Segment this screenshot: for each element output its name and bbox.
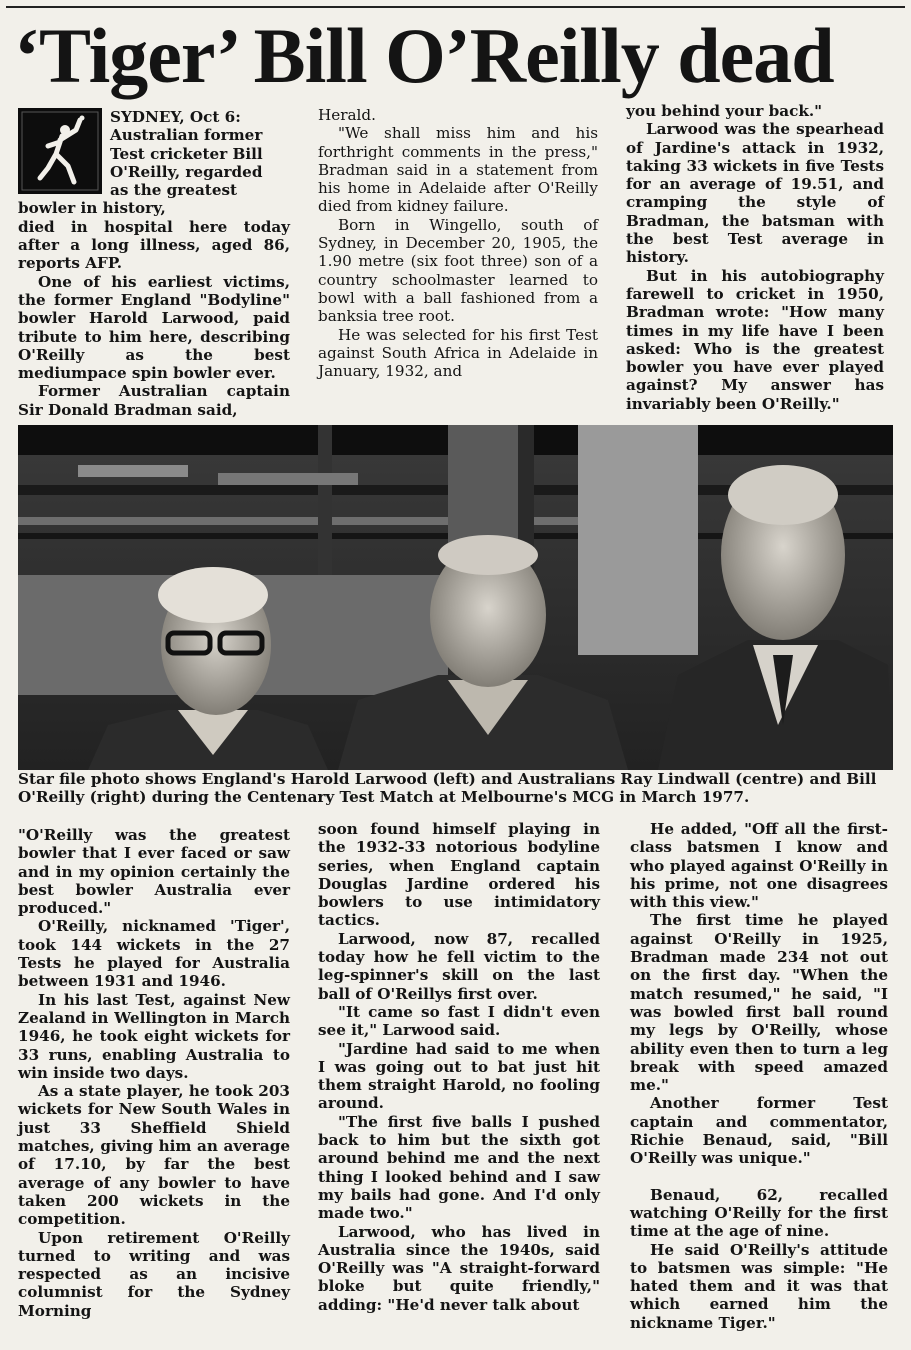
paragraph: Larwood, who has lived in Australia since the 1940s, said O'Reilly was "A straight-forward bloke but quite friendly," adding: "He'd never talk about (318, 1222, 600, 1314)
paragraph: soon found himself playing in the 1932-33 notorious bodyline series, when England captain Douglas Jardine ordered his bowlers to use intimidatory tactics. (318, 820, 600, 930)
intro-line: bowler in history, (18, 199, 166, 218)
paragraph: Another former Test captain and commentator, Richie Benaud, said, "Bill O'Reilly was unique." (630, 1094, 888, 1168)
paragraph: Born in Wingello, south of Sydney, in December 20, 1905, the 1.90 metre (six foot three) son of a country schoolmaster learned to bowl with a ball fashioned from a banksia tree root. (318, 215, 598, 326)
bowler-silhouette-icon (18, 108, 102, 194)
column-3-top (626, 102, 884, 413)
paragraph: "We shall miss him and his forthright comments in the press," Bradman said in a statement from his home in Adelaide after O'Reilly died from kidney failure. (318, 124, 598, 216)
intro-line: O'Reilly, regarded (110, 162, 263, 181)
headline: ‘Tiger’ Bill O’Reilly dead (14, 12, 834, 99)
paragraph: But in his autobiography farewell to cricket in 1950, Bradman wrote: "How many times in my life have I been asked: Who is the greatest bowler you have ever played against? My answer has invariably been O'Reilly." (626, 266, 884, 413)
paragraph: Former Australian captain Sir Donald Bradman said, (18, 382, 290, 419)
paragraph: "It came so fast I didn't even see it," Larwood said. (318, 1002, 600, 1040)
paragraph: "The first five balls I pushed back to him but the sixth got around behind me and the next thing I looked behind and I saw my bails had gone. And I'd only made two." (318, 1112, 600, 1223)
paragraph: Larwood, now 87, recalled today how he fell victim to the leg-spinner's skill on the last ball of O'Reillys first over. (318, 929, 600, 1003)
paragraph: One of his earliest victims, the former England "Bodyline" bowler Harold Larwood, paid tribute to him here, describing O'Reilly as the best mediumpace spin bowler ever. (18, 272, 290, 383)
paragraph: He said O'Reilly's attitude to batsmen was simple: "He hated them and it was that which earned him the nickname Tiger." (630, 1240, 888, 1332)
paragraph: Larwood was the spearhead of Jardine's attack in 1932, taking 33 wickets in five Tests for an average of 19.51, and cramping the style of Bradman, the batsman with the best Test average in history. (626, 120, 884, 267)
column-2-bottom (318, 820, 600, 1314)
paragraph: O'Reilly, nicknamed 'Tiger', took 144 wickets in the 27 Tests he played for Australia between 1931 and 1946. (18, 917, 290, 991)
paragraph: "O'Reilly was the greatest bowler that I ever faced or saw and in my opinion certainly the best bowler Australia ever produced." (18, 826, 290, 918)
paragraph: Upon retirement O'Reilly turned to writing and was respected as an incisive columnist for the Sydney Morning (18, 1228, 290, 1320)
column-2-top (318, 106, 598, 380)
column-1-bottom (18, 826, 290, 1320)
paragraph: As a state player, he took 203 wickets for New South Wales in just 33 Sheffield Shield matches, giving him an average of 17.10, by far the best average of any bowler to have taken 200 wickets in the competition. (18, 1082, 290, 1229)
top-rule (6, 6, 905, 8)
paragraph: Herald. (318, 106, 376, 124)
paragraph: Benaud, 62, recalled watching O'Reilly for the first time at the age of nine. (630, 1185, 888, 1241)
paragraph: He was selected for his first Test against South Africa in Adelaide in January, 1932, and (318, 325, 598, 381)
paragraph: In his last Test, against New Zealand in Wellington in March 1946, he took eight wickets for 33 runs, enabling Australia to win inside two days. (18, 990, 290, 1082)
paragraph: He added, "Off all the first-class batsmen I know and who played against O'Reilly in his prime, not one disagrees with this view." (630, 820, 888, 912)
intro-line: as the greatest (110, 181, 238, 200)
intro-line: Test cricketer Bill (110, 144, 263, 163)
column-1-top (18, 108, 290, 419)
paragraph: you behind your back." (626, 102, 823, 120)
photo-caption: Star file photo shows England's Harold Larwood (left) and Australians Ray Lindwall (centre) and Bill O'Reilly (right) during the Centenary Test Match at Melbourne's MCG in March 1977. (18, 770, 877, 807)
column-3-bottom (630, 820, 888, 1332)
paragraph: The first time he played against O'Reilly in 1925, Bradman made 234 not out on the first day. "When the match resumed," he said, "I was bowled first ball round my legs by O'Reilly, whose ability even then to turn a leg break with speed amazed me." (630, 911, 888, 1095)
paragraph: "Jardine had said to me when I was going out to bat just hit them straight Harold, no fooling around. (318, 1039, 600, 1113)
three-men-photo (18, 425, 893, 770)
intro-line: Australian former (110, 126, 263, 145)
intro-line: SYDNEY, Oct 6: (110, 108, 241, 126)
paragraph: died in hospital here today after a long illness, aged 86, reports AFP. (18, 217, 290, 273)
